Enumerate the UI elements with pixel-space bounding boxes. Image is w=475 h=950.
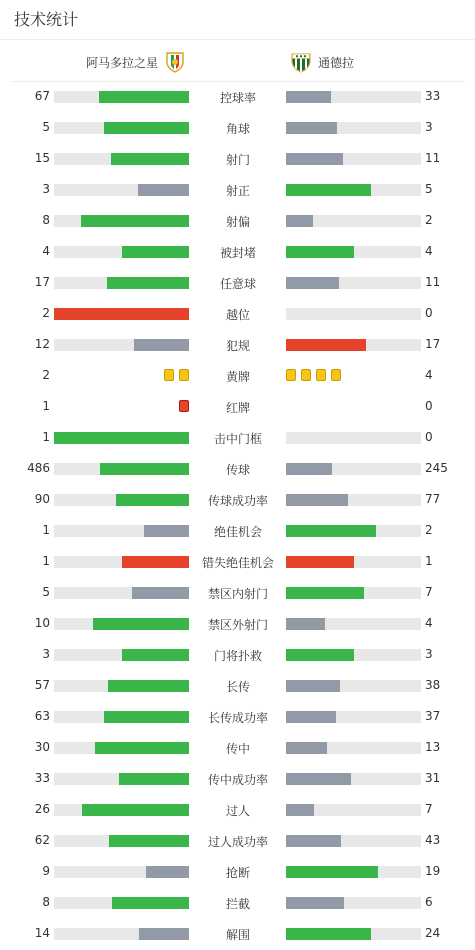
home-stat-bar-fill <box>122 246 190 258</box>
home-stat-bar <box>54 742 189 754</box>
away-stat-bar-fill <box>286 277 339 289</box>
away-stat-bar-fill <box>286 246 354 258</box>
away-stat-bar <box>286 277 421 289</box>
home-stat-bar-fill <box>104 711 189 723</box>
home-stat-value: 30 <box>34 740 50 754</box>
home-stat-bar <box>54 897 189 909</box>
away-stat-bar <box>286 897 421 909</box>
home-stat-value: 12 <box>34 337 50 351</box>
home-stat-bar-fill <box>81 215 189 227</box>
home-stat-bar-fill <box>54 308 189 320</box>
away-stat-bar <box>286 928 421 940</box>
stat-label: 射门 <box>225 153 250 167</box>
home-stat-bar-fill <box>122 649 190 661</box>
away-stat-value: 2 <box>425 213 433 227</box>
home-stat-bar-fill <box>109 835 189 847</box>
stat-row <box>0 392 475 423</box>
stat-row <box>0 237 475 268</box>
home-stat-bar-fill <box>108 680 189 692</box>
home-stat-value: 14 <box>34 926 50 940</box>
home-stat-value: 1 <box>42 523 50 537</box>
home-stat-value: 67 <box>34 89 50 103</box>
yellow-card-icon <box>164 369 174 381</box>
home-stat-bar-fill <box>54 432 189 444</box>
home-stat-value: 33 <box>34 771 50 785</box>
stat-row <box>0 423 475 454</box>
home-stat-bar <box>54 525 189 537</box>
away-stat-bar <box>286 618 421 630</box>
away-stat-bar-fill <box>286 184 371 196</box>
home-stat-bar <box>54 339 189 351</box>
away-stat-bar <box>286 308 421 320</box>
away-stat-value: 43 <box>425 833 441 847</box>
home-stat-bar <box>54 587 189 599</box>
home-stat-value: 17 <box>34 275 50 289</box>
away-stat-bar-fill <box>286 618 325 630</box>
away-team-crest-icon <box>290 51 312 73</box>
home-stat-bar <box>54 463 189 475</box>
away-stat-value: 11 <box>425 151 441 165</box>
away-stat-bar <box>286 432 421 444</box>
stat-row <box>0 113 475 144</box>
away-stat-bar-fill <box>286 866 378 878</box>
away-stat-value: 37 <box>425 709 441 723</box>
stat-label: 传球 <box>225 463 250 477</box>
away-stat-value: 4 <box>425 244 433 258</box>
home-stat-bar-fill <box>132 587 189 599</box>
away-stat-value: 3 <box>425 647 433 661</box>
home-stat-value: 8 <box>42 895 50 909</box>
stat-row <box>0 299 475 330</box>
away-stat-value: 38 <box>425 678 441 692</box>
stat-label: 任意球 <box>219 277 256 291</box>
stat-row <box>0 888 475 919</box>
away-stat-bar-fill <box>286 494 348 506</box>
stat-row <box>0 733 475 764</box>
stat-label: 抢断 <box>225 866 250 880</box>
away-stat-bar <box>286 91 421 103</box>
away-stat-bar <box>286 494 421 506</box>
stat-label: 犯规 <box>225 339 250 353</box>
stat-row <box>0 764 475 795</box>
home-stat-value: 8 <box>42 213 50 227</box>
stat-label: 黄牌 <box>225 370 250 384</box>
away-stat-bar <box>286 556 421 568</box>
home-stat-value: 9 <box>42 864 50 878</box>
home-stat-bar-fill <box>99 91 189 103</box>
stat-row <box>0 578 475 609</box>
stat-label: 长传 <box>225 680 250 694</box>
home-stat-value: 5 <box>42 120 50 134</box>
home-stat-bar-fill <box>82 804 189 816</box>
away-card-icons <box>286 369 341 381</box>
home-stat-value: 62 <box>34 833 50 847</box>
home-stat-bar-fill <box>107 277 189 289</box>
home-stat-bar-fill <box>122 556 190 568</box>
home-stat-value: 63 <box>34 709 50 723</box>
team-header <box>10 40 465 82</box>
stat-label: 绝佳机会 <box>213 525 262 539</box>
stat-label: 传球成功率 <box>207 494 268 508</box>
away-stat-value: 17 <box>425 337 441 351</box>
stat-row <box>0 485 475 516</box>
home-stat-bar <box>54 649 189 661</box>
stat-row <box>0 609 475 640</box>
away-stat-bar-fill <box>286 91 331 103</box>
home-stat-value: 1 <box>42 554 50 568</box>
stat-row <box>0 516 475 547</box>
home-stat-bar <box>54 680 189 692</box>
stat-label: 被封堵 <box>219 246 256 260</box>
away-stat-bar-fill <box>286 804 314 816</box>
home-stat-bar-fill <box>93 618 189 630</box>
away-stat-bar <box>286 463 421 475</box>
away-stat-bar-fill <box>286 928 371 940</box>
away-stat-bar <box>286 680 421 692</box>
away-stat-value: 7 <box>425 802 433 816</box>
home-stat-bar <box>54 153 189 165</box>
stat-row <box>0 82 475 113</box>
away-team[interactable] <box>290 51 354 73</box>
home-stat-value: 2 <box>42 368 50 382</box>
away-stat-bar <box>286 525 421 537</box>
home-stat-value: 15 <box>34 151 50 165</box>
stat-label: 红牌 <box>225 401 250 415</box>
stat-row <box>0 330 475 361</box>
stat-label: 门将扑救 <box>213 649 262 663</box>
home-stat-value: 26 <box>34 802 50 816</box>
home-stat-bar-fill <box>116 494 189 506</box>
home-stat-bar <box>54 711 189 723</box>
stat-label: 传中成功率 <box>207 773 268 787</box>
home-card-icons <box>179 400 189 412</box>
away-stat-bar <box>286 649 421 661</box>
home-stat-bar <box>54 215 189 227</box>
home-stat-bar-fill <box>111 153 189 165</box>
home-card-icons <box>164 369 189 381</box>
away-stat-bar-fill <box>286 215 313 227</box>
home-stat-bar-fill <box>119 773 189 785</box>
away-stat-value: 13 <box>425 740 441 754</box>
home-stat-bar-fill <box>139 928 189 940</box>
away-stat-value: 19 <box>425 864 441 878</box>
stat-row <box>0 547 475 578</box>
stat-row <box>0 857 475 888</box>
away-stat-bar <box>286 215 421 227</box>
away-stat-bar-fill <box>286 463 332 475</box>
stat-row <box>0 206 475 237</box>
home-stat-bar <box>54 246 189 258</box>
home-stat-value: 90 <box>34 492 50 506</box>
stat-label: 长传成功率 <box>207 711 268 725</box>
away-stat-value: 5 <box>425 182 433 196</box>
away-stat-bar-fill <box>286 835 341 847</box>
away-stat-value: 33 <box>425 89 441 103</box>
away-stat-bar-fill <box>286 742 327 754</box>
away-stat-bar-fill <box>286 649 354 661</box>
home-stat-value: 2 <box>42 306 50 320</box>
away-stat-bar <box>286 122 421 134</box>
stats-list <box>0 82 475 950</box>
home-stat-value: 57 <box>34 678 50 692</box>
away-stat-value: 4 <box>425 616 433 630</box>
away-stat-bar-fill <box>286 897 344 909</box>
section-title: 技术统计 <box>0 0 475 40</box>
stat-row <box>0 144 475 175</box>
away-stat-value: 0 <box>425 399 433 413</box>
away-stat-bar-fill <box>286 711 336 723</box>
home-team-crest-icon <box>164 51 186 73</box>
home-stat-bar <box>54 91 189 103</box>
home-stat-value: 486 <box>27 461 50 475</box>
away-stat-bar <box>286 711 421 723</box>
home-stat-bar-fill <box>134 339 189 351</box>
away-stat-value: 7 <box>425 585 433 599</box>
away-stat-bar-fill <box>286 773 351 785</box>
yellow-card-icon <box>331 369 341 381</box>
home-stat-value: 4 <box>42 244 50 258</box>
home-stat-bar <box>54 277 189 289</box>
home-stat-bar <box>54 804 189 816</box>
stat-row <box>0 671 475 702</box>
home-team-name: 阿马多拉之星 <box>85 55 158 70</box>
home-stat-bar-fill <box>146 866 189 878</box>
away-stat-bar <box>286 804 421 816</box>
home-stat-value: 10 <box>34 616 50 630</box>
stat-row <box>0 640 475 671</box>
stat-label: 角球 <box>225 122 250 136</box>
stat-label: 错失绝佳机会 <box>201 556 274 570</box>
home-stat-bar <box>54 866 189 878</box>
stat-label: 解围 <box>225 928 250 942</box>
stat-row <box>0 454 475 485</box>
away-stat-value: 0 <box>425 306 433 320</box>
home-stat-bar <box>54 184 189 196</box>
stat-label: 禁区内射门 <box>207 587 268 601</box>
away-stat-value: 0 <box>425 430 433 444</box>
away-stat-bar <box>286 184 421 196</box>
stat-row <box>0 826 475 857</box>
away-stat-value: 31 <box>425 771 441 785</box>
away-stat-bar <box>286 587 421 599</box>
stat-label: 射正 <box>225 184 250 198</box>
yellow-card-icon <box>286 369 296 381</box>
home-stat-value: 5 <box>42 585 50 599</box>
away-stat-bar <box>286 835 421 847</box>
away-stat-bar-fill <box>286 587 364 599</box>
away-stat-bar-fill <box>286 153 343 165</box>
home-stat-value: 3 <box>42 647 50 661</box>
away-stat-value: 4 <box>425 368 433 382</box>
home-team[interactable] <box>86 51 186 73</box>
stat-label: 射偏 <box>225 215 250 229</box>
home-stat-bar-fill <box>138 184 189 196</box>
away-stat-bar-fill <box>286 122 337 134</box>
stat-label: 传中 <box>225 742 250 756</box>
stat-row <box>0 795 475 826</box>
home-stat-bar-fill <box>144 525 189 537</box>
stat-label: 过人成功率 <box>207 835 268 849</box>
stat-label: 击中门框 <box>213 432 262 446</box>
home-stat-bar <box>54 122 189 134</box>
yellow-card-icon <box>316 369 326 381</box>
red-card-icon <box>179 400 189 412</box>
home-stat-bar <box>54 773 189 785</box>
stat-row <box>0 268 475 299</box>
stat-label: 禁区外射门 <box>207 618 268 632</box>
away-team-name: 通德拉 <box>318 55 355 70</box>
away-stat-value: 24 <box>425 926 441 940</box>
away-stat-bar-fill <box>286 339 366 351</box>
stat-label: 过人 <box>225 804 250 818</box>
away-stat-bar <box>286 153 421 165</box>
away-stat-value: 245 <box>425 461 448 475</box>
home-stat-bar <box>54 308 189 320</box>
away-stat-value: 11 <box>425 275 441 289</box>
away-stat-bar-fill <box>286 556 354 568</box>
home-stat-bar <box>54 432 189 444</box>
home-stat-bar <box>54 618 189 630</box>
home-stat-bar <box>54 494 189 506</box>
home-stat-bar <box>54 556 189 568</box>
away-stat-bar-fill <box>286 680 340 692</box>
stat-label: 拦截 <box>225 897 250 911</box>
away-stat-value: 6 <box>425 895 433 909</box>
away-stat-value: 77 <box>425 492 441 506</box>
stat-label: 控球率 <box>219 91 256 105</box>
away-stat-value: 1 <box>425 554 433 568</box>
stat-row <box>0 361 475 392</box>
home-stat-value: 3 <box>42 182 50 196</box>
stat-label: 越位 <box>225 308 250 322</box>
home-stat-bar <box>54 835 189 847</box>
yellow-card-icon <box>301 369 311 381</box>
home-stat-bar-fill <box>100 463 189 475</box>
away-stat-bar <box>286 866 421 878</box>
home-stat-value: 1 <box>42 399 50 413</box>
home-stat-bar-fill <box>95 742 190 754</box>
yellow-card-icon <box>179 369 189 381</box>
away-stat-bar <box>286 773 421 785</box>
stat-row <box>0 702 475 733</box>
away-stat-bar <box>286 742 421 754</box>
away-stat-bar <box>286 339 421 351</box>
home-stat-bar <box>54 928 189 940</box>
home-stat-value: 1 <box>42 430 50 444</box>
home-stat-bar-fill <box>112 897 189 909</box>
away-stat-bar <box>286 246 421 258</box>
away-stat-value: 3 <box>425 120 433 134</box>
away-stat-bar-fill <box>286 525 376 537</box>
stat-row <box>0 175 475 206</box>
home-stat-bar-fill <box>104 122 189 134</box>
stat-row <box>0 919 475 950</box>
away-stat-value: 2 <box>425 523 433 537</box>
